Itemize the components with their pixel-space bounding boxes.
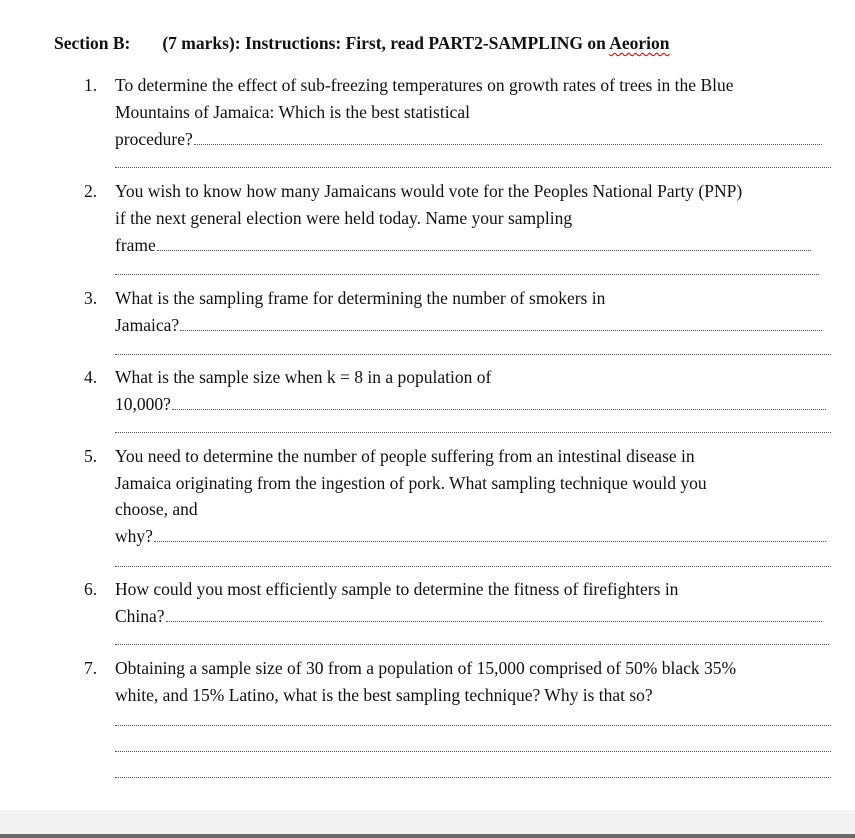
question-text-line: 10,000?	[115, 391, 826, 418]
page-bottom-edge	[0, 810, 855, 838]
answer-line[interactable]	[154, 540, 826, 542]
question-number: 4.	[84, 367, 98, 387]
answer-line[interactable]	[194, 143, 822, 145]
question-text-line: China?	[115, 603, 822, 630]
question-text-line: You wish to know how many Jamaicans would vote for the Peoples National Party (PNP)	[115, 181, 743, 201]
question-number: 7.	[84, 658, 98, 678]
answer-line[interactable]	[115, 643, 829, 645]
section-label: Section B:	[54, 33, 131, 53]
answer-line[interactable]	[115, 431, 831, 433]
question-text-line: procedure?	[115, 126, 822, 153]
question-text-line: white, and 15% Latino, what is the best sampling technique? Why is that so?	[115, 685, 653, 705]
question-text-line: How could you most efficiently sample to determine the fitness of firefighters in	[115, 579, 679, 599]
question-text-line: Jamaica?	[115, 312, 822, 339]
question-text-line: You need to determine the number of people suffering from an intestinal disease in	[115, 446, 695, 466]
question-text-line: What is the sampling frame for determining the number of smokers in	[115, 288, 606, 308]
answer-line[interactable]	[172, 408, 826, 410]
answer-line[interactable]	[180, 329, 822, 331]
answer-line[interactable]	[115, 273, 819, 275]
answer-line[interactable]	[157, 249, 811, 251]
answer-line[interactable]	[115, 353, 831, 355]
question-text-line: why?	[115, 523, 826, 550]
answer-line[interactable]	[115, 724, 831, 726]
question-text-line: if the next general election were held today. Name your sampling	[115, 208, 573, 228]
answer-line[interactable]	[115, 565, 831, 567]
answer-line[interactable]	[166, 620, 822, 622]
question-text-line: Obtaining a sample size of 30 from a population of 15,000 comprised of 50% black 35%	[115, 658, 737, 678]
answer-line[interactable]	[115, 776, 831, 778]
misspelled-word: Aeorion	[609, 33, 670, 53]
bottom-divider	[0, 834, 855, 838]
answer-line[interactable]	[115, 166, 831, 168]
instructions-text: (7 marks): Instructions: First, read PART2-SAMPLING on	[162, 33, 610, 53]
question-text-line: Jamaica originating from the ingestion of pork. What sampling technique would you	[115, 473, 707, 493]
answer-line[interactable]	[115, 750, 831, 752]
question-text-line: To determine the effect of sub-freezing temperatures on growth rates of trees in the Blue	[115, 75, 734, 95]
question-number: 5.	[84, 446, 98, 466]
question-number: 6.	[84, 579, 98, 599]
question-number: 2.	[84, 181, 98, 201]
question-number: 1.	[84, 75, 98, 95]
question-text-line: Mountains of Jamaica: Which is the best statistical	[115, 102, 470, 122]
question-text-line: frame	[115, 232, 811, 259]
question-text-line: What is the sample size when k = 8 in a population of	[115, 367, 492, 387]
question-number: 3.	[84, 288, 98, 308]
question-text-line: choose, and	[115, 499, 198, 519]
section-header	[54, 31, 670, 55]
